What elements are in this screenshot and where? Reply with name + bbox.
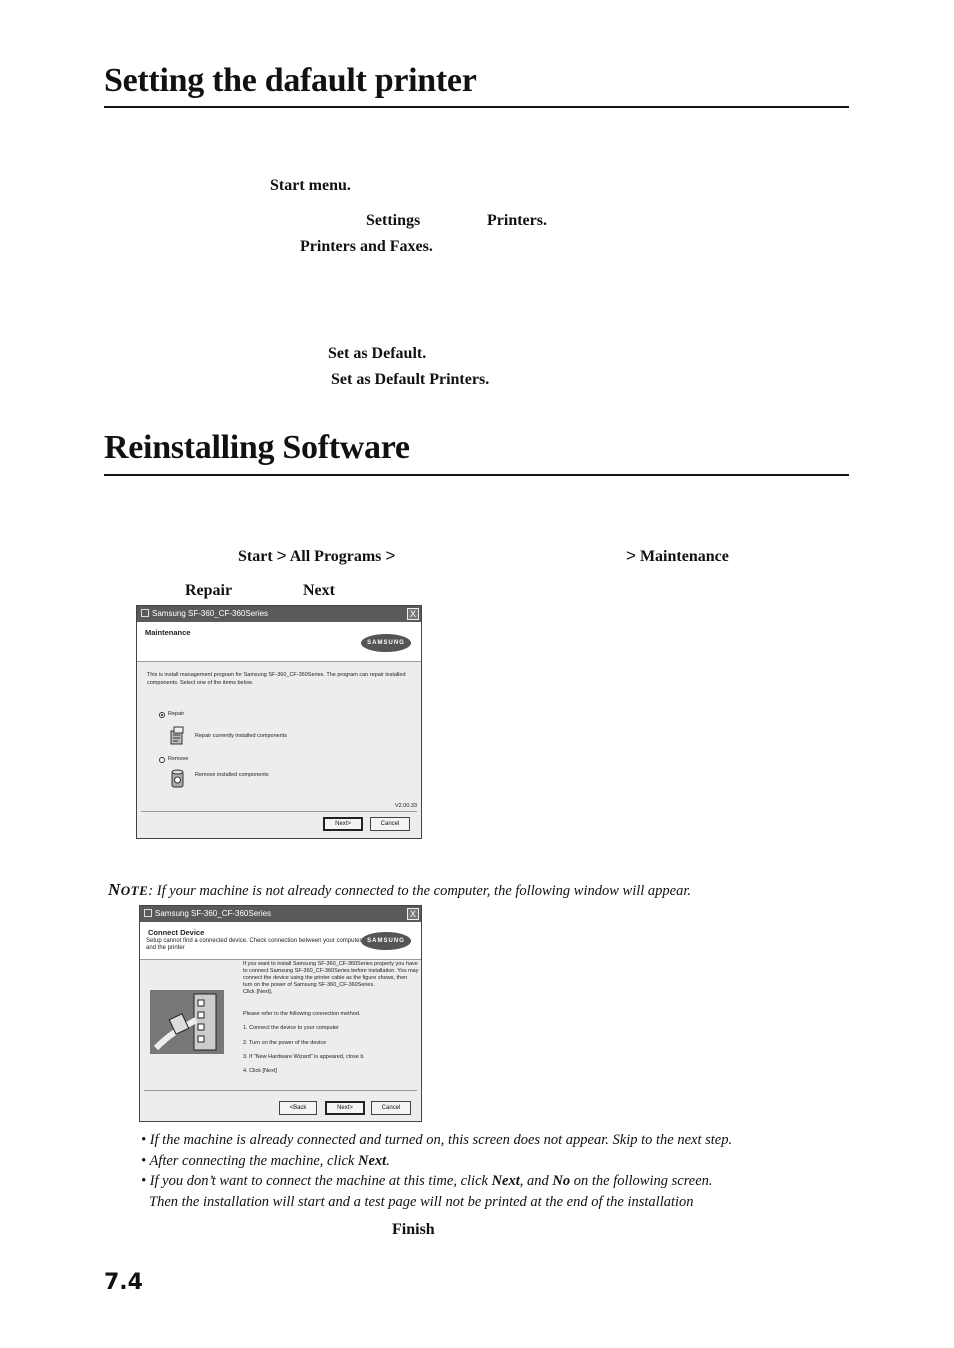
- info-line: connect the device using the printer cable as the figure shows, then: [243, 975, 408, 981]
- repair-icon: [170, 726, 186, 746]
- next-button[interactable]: Next>: [325, 1101, 365, 1115]
- path-separator: >: [276, 546, 287, 565]
- bullet-item-continuation: Then the installation will start and a test page will not be printed at the end of the installation: [149, 1193, 694, 1210]
- dialog-title: Samsung SF-360_CF-360Series: [155, 909, 272, 918]
- close-button[interactable]: X: [407, 908, 419, 920]
- connection-illustration: [150, 990, 224, 1054]
- next-text: Next: [303, 582, 335, 599]
- note-body: : If your machine is not already connected to the computer, the following window will appear.: [148, 883, 692, 899]
- step-item: 2. Turn on the power of the device: [243, 1040, 327, 1046]
- dialog-title: Samsung SF-360_CF-360Series: [152, 609, 269, 618]
- menu-path: [238, 546, 395, 566]
- description-line: This is install management program for Samsung SF-360_CF-360Series. The program can repair installed: [147, 672, 406, 678]
- path-maintenance: Maintenance: [639, 548, 729, 565]
- path-start: Start: [238, 548, 273, 565]
- cancel-button[interactable]: Cancel: [371, 1101, 411, 1115]
- remove-radio[interactable]: [159, 757, 165, 763]
- footer-divider: [144, 1090, 417, 1091]
- bullet-item: • If the machine is already connected and turned on, this screen does not appear. Skip to the next step.: [141, 1132, 733, 1148]
- note-label: NOTE: [108, 880, 149, 899]
- title-rule: [104, 474, 849, 476]
- printers-text: Printers.: [487, 212, 547, 229]
- description-line: components. Select one of the items below.: [147, 680, 254, 686]
- close-button[interactable]: X: [407, 608, 419, 620]
- dialog-header: [140, 922, 421, 960]
- info-line: Click [Next].: [243, 989, 273, 995]
- repair-radio[interactable]: [159, 712, 165, 718]
- maintenance-dialog: [136, 605, 422, 839]
- next-button[interactable]: Next>: [323, 817, 363, 831]
- dialog-header: [137, 622, 421, 662]
- bullet-item: • After connecting the machine, click Next.: [141, 1152, 390, 1169]
- path-separator: >: [385, 546, 396, 565]
- header-title: Maintenance: [145, 628, 191, 637]
- samsung-logo: SAMSUNG: [361, 634, 411, 652]
- bullet-list: [141, 1130, 732, 1212]
- start-menu-text: Start menu.: [270, 177, 351, 194]
- repair-text: Repair: [185, 582, 233, 599]
- step-item: 1. Connect the device to your computer: [243, 1025, 339, 1031]
- remove-description: Remove installed components: [195, 772, 269, 778]
- repair-label: Repair: [168, 711, 185, 717]
- connect-device-dialog: [139, 905, 422, 1122]
- header-title: Connect Device: [148, 928, 205, 937]
- step-item: 3. If "New Hardware Wizard" is appeared, close it.: [243, 1054, 365, 1060]
- refer-text: Please refer to the following connection method.: [243, 1011, 361, 1017]
- remove-label: Remove: [168, 756, 189, 762]
- trash-icon: [170, 768, 186, 788]
- settings-text: Settings: [366, 212, 421, 229]
- menu-path-end: [626, 546, 729, 566]
- printers-and-faxes-text: Printers and Faxes.: [300, 238, 433, 255]
- set-as-default-printers-text: Set as Default Printers.: [331, 371, 490, 388]
- set-as-default-text: Set as Default.: [328, 345, 427, 362]
- path-separator: >: [626, 546, 636, 565]
- dialog-titlebar: [137, 606, 421, 622]
- info-line: to connect Samsung SF-360_CF-360Series before installation. You may: [243, 968, 419, 974]
- dialog-titlebar: [140, 906, 421, 922]
- samsung-logo: SAMSUNG: [361, 932, 411, 950]
- step-item: 4. Click [Next]: [243, 1068, 277, 1074]
- header-subtitle: Setup cannot find a connected device. Check connection between your computer and the printer: [146, 938, 362, 951]
- info-line: turn on the power of Samsung SF-360_CF-360Series.: [243, 982, 375, 988]
- cancel-button[interactable]: Cancel: [370, 817, 410, 831]
- path-all-programs: All Programs: [289, 548, 382, 565]
- repair-description: Repair currently installed components: [195, 733, 288, 739]
- app-icon: [141, 609, 149, 617]
- section-title-default-printer: Setting the dafault printer: [104, 62, 477, 99]
- section-title-reinstalling: Reinstalling Software: [104, 429, 410, 466]
- back-button[interactable]: <Back: [279, 1101, 317, 1115]
- info-line: If you want to install Samsung SF-360_CF-360Series properly you have: [243, 961, 418, 967]
- app-icon: [144, 909, 152, 917]
- page-number: 7.4: [104, 1270, 143, 1295]
- bullet-item: • If you don’t want to connect the machine at this time, click Next, and No on the following screen.: [141, 1173, 713, 1189]
- version-label: V2.00.33: [395, 803, 418, 809]
- title-rule: [104, 106, 849, 108]
- finish-text: Finish: [392, 1221, 435, 1238]
- note-text: [108, 880, 691, 900]
- footer-divider: [141, 811, 417, 812]
